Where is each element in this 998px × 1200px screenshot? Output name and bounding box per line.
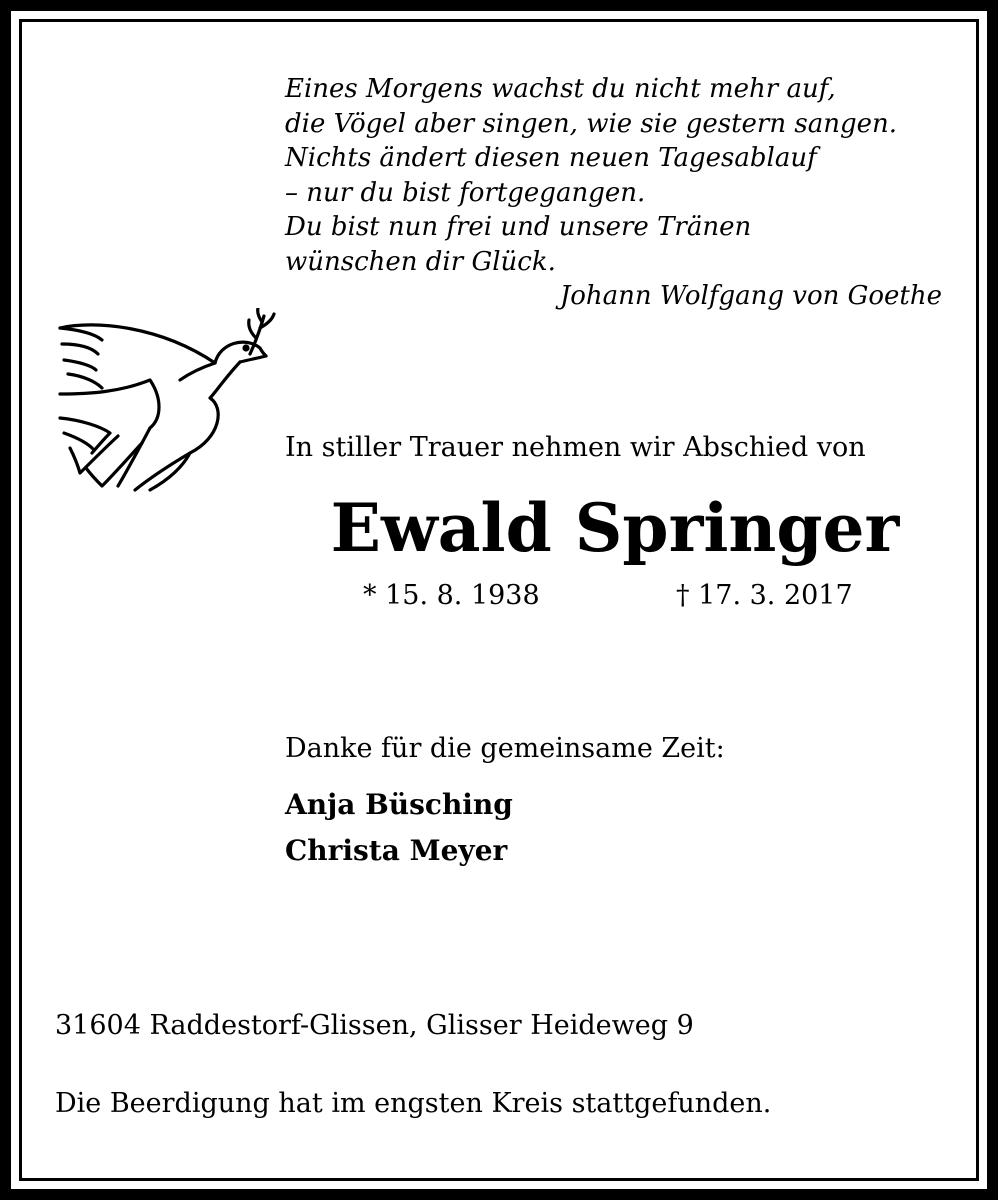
mourner-name: Anja Büsching [285, 788, 513, 821]
funeral-note: Die Beerdigung hat im engsten Kreis stattgefunden. [55, 1088, 772, 1119]
address: 31604 Raddestorf-Glissen, Glisser Heideweg 9 [55, 1010, 694, 1041]
poem-line: – nur du bist fortgegangen. [285, 177, 646, 208]
birth-date: * 15. 8. 1938 [363, 580, 540, 611]
farewell-intro: In stiller Trauer nehmen wir Abschied von [285, 432, 866, 463]
dove-with-olive-branch-icon [50, 308, 290, 503]
poem-line: Nichts ändert diesen neuen Tagesablauf [285, 143, 817, 173]
death-date: † 17. 3. 2017 [676, 580, 853, 611]
thanks-text: Danke für die gemeinsame Zeit: [285, 733, 725, 764]
poem-line: Du bist nun frei und unsere Tränen [285, 212, 752, 242]
mourner-name: Christa Meyer [285, 834, 508, 867]
poem-block [285, 72, 950, 314]
poem-line: die Vögel aber singen, wie sie gestern sangen. [285, 108, 898, 139]
poem-line: wünschen dir Glück. [285, 246, 556, 277]
poem-line: Eines Morgens wachst du nicht mehr auf, [285, 74, 836, 104]
deceased-name: Ewald Springer [330, 489, 900, 567]
mourners-list [285, 782, 513, 874]
poem-author: Johann Wolfgang von Goethe [559, 281, 942, 311]
